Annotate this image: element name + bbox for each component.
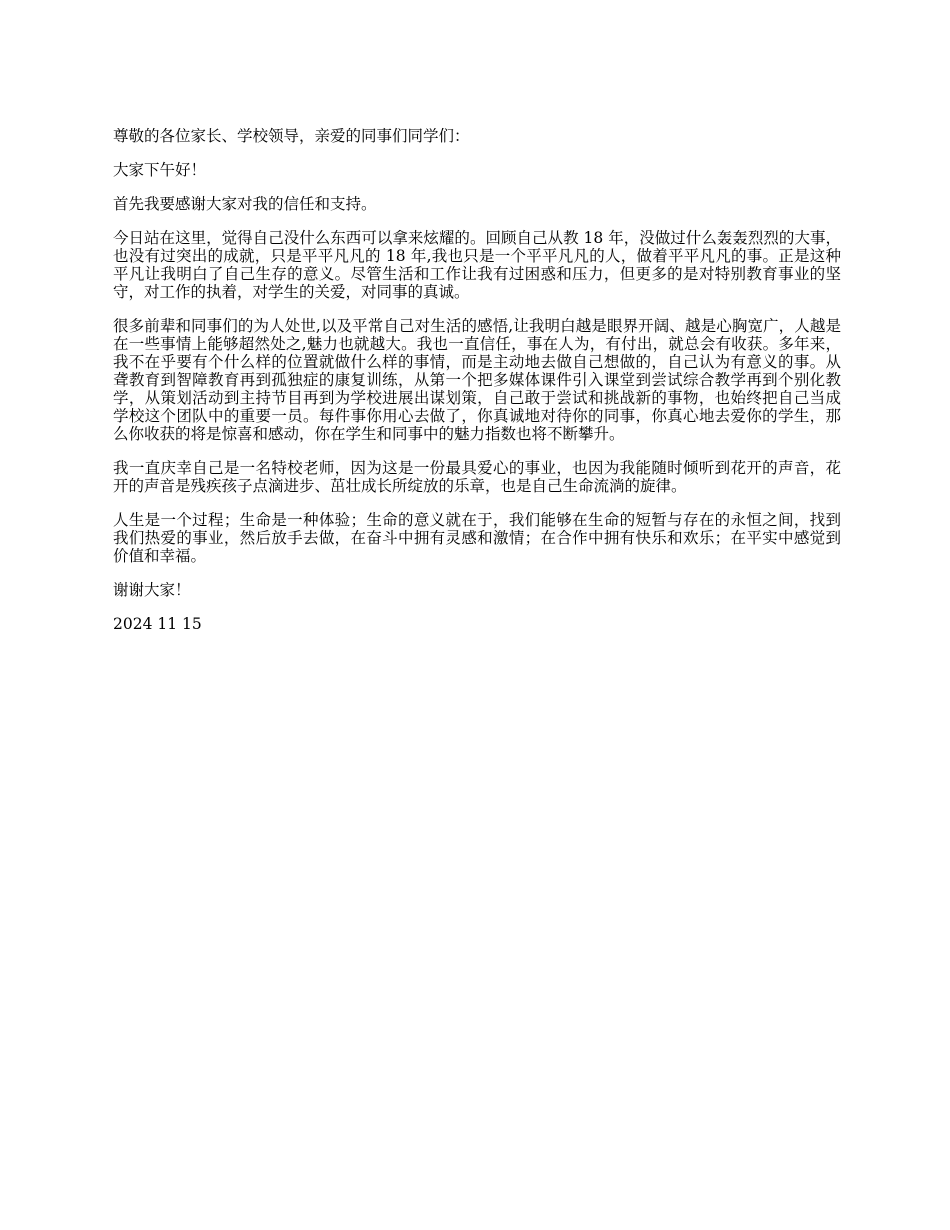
body-paragraph-experience: 很多前辈和同事们的为人处世,以及平常自己对生活的感悟,让我明白越是眼界开阔、越是心胸宽广，人越是在一些事情上能够超然处之,魅力也就越大。我也一直信任，事在人为，有付出，就总会有收获。多年来，我不在乎要有个什么样的位置就做什么样的事情，而是主动地去做自己想做的，自己认为有意义的事。从聋教育到智障教育再到孤独症的康复训练，从第一个把多媒体课件引入课堂到尝试综合教学再到个别化教学，从策划活动到主持节目再到为学校进展出谋划策，自己敢于尝试和挑战新的事物，也始终把自己当成学校这个团队中的重要一员。每件事你用心去做了，你真诚地对待你的同事，你真心地去爱你的学生，那么你收获的将是惊喜和感动，你在学生和同事中的魅力指数也将不断攀升。 bbox=[113, 317, 841, 443]
body-paragraph-reflection: 今日站在这里，觉得自己没什么东西可以拿来炫耀的。回顾自己从教 18 年，没做过什么轰轰烈烈的大事，也没有过突出的成就，只是平平凡凡的 18 年,我也只是一个平平凡凡的人，做着平平凡凡的事。正是这种平凡让我明白了自己生存的意义。尽管生活和工作让我有过困惑和压力，但更多的是对特别教育事业的坚守，对工作的执着，对学生的关爱，对同事的真诚。 bbox=[113, 229, 841, 301]
date: 2024 11 15 bbox=[113, 615, 202, 633]
salutation: 尊敬的各位家长、学校领导，亲爱的同事们同学们： bbox=[113, 127, 470, 145]
body-paragraph-life: 人生是一个过程；生命是一种体验；生命的意义就在于，我们能够在生命的短暂与存在的永恒之间，找到我们热爱的事业，然后放手去做，在奋斗中拥有灵感和激情；在合作中拥有快乐和欢乐；在平实中感觉到价值和幸福。 bbox=[113, 511, 841, 565]
closing: 谢谢大家！ bbox=[113, 581, 191, 599]
opening-paragraph: 首先我要感谢大家对我的信任和支持。 bbox=[113, 195, 377, 213]
speech-document bbox=[113, 127, 841, 649]
body-paragraph-gratitude: 我一直庆幸自己是一名特校老师，因为这是一份最具爱心的事业，也因为我能随时倾听到花开的声音，花开的声音是残疾孩子点滴进步、茁壮成长所绽放的乐章，也是自己生命流淌的旋律。 bbox=[113, 459, 841, 495]
greeting: 大家下午好！ bbox=[113, 161, 207, 179]
